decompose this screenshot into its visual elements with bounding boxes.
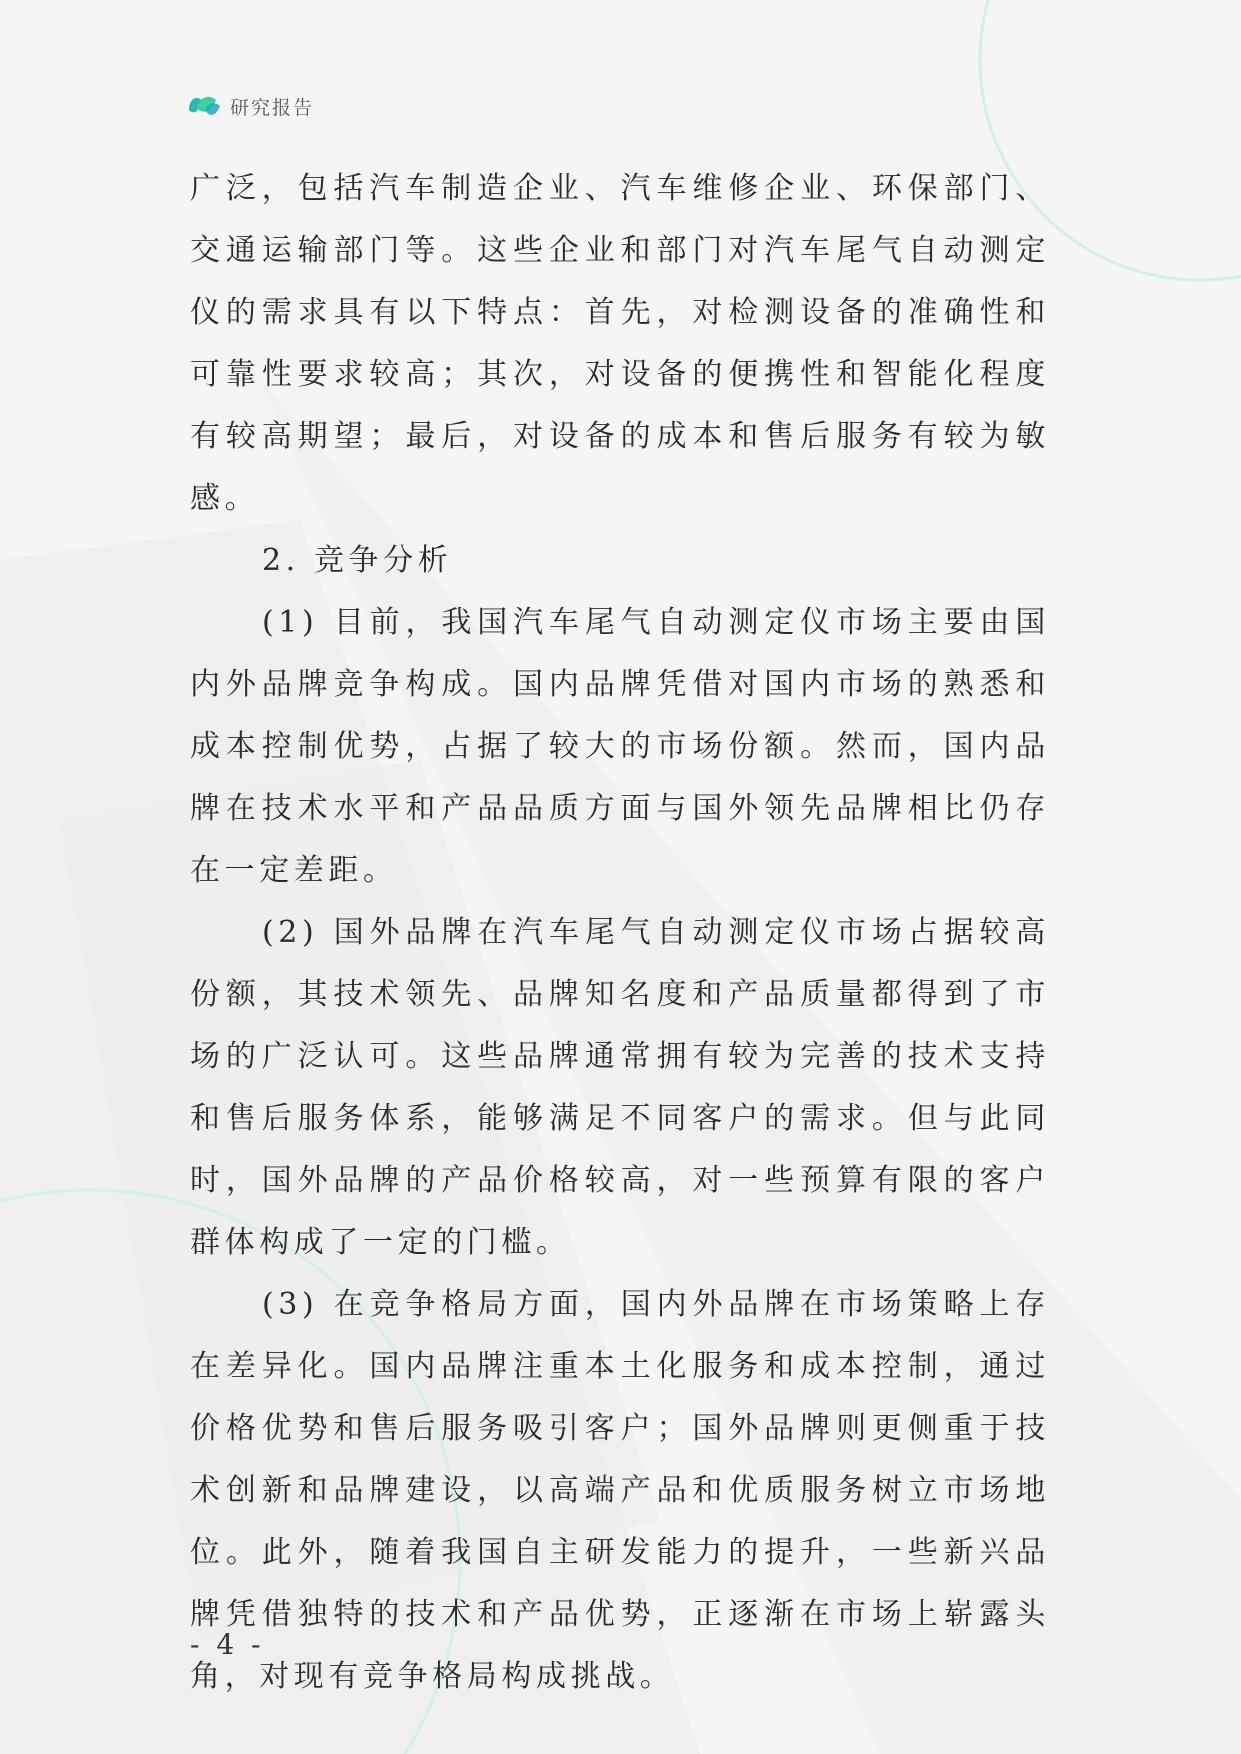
section-heading-competition: 2. 竞争分析 [262,543,453,578]
paragraph-market-demand: 广泛，包括汽车制造企业、汽车维修企业、环保部门、交通运输部门等。这些企业和部门对汽车尾气自动测定仪的需求具有以下特点：首先，对检测设备的准确性和可靠性要求较高；其次，对设备的便携性和智能化程度有较高期望；最后，对设备的成本和售后服务有较为敏感。 [190,171,1050,516]
paragraph-competition-2: (2) 国外品牌在汽车尾气自动测定仪市场占据较高份额，其技术领先、品牌知名度和产品质量都得到了市场的广泛认可。这些品牌通常拥有较为完善的技术支持和售后服务体系，能够满足不同客户的需求。但与此同时，国外品牌的产品价格较高，对一些预算有限的客户群体构成了一定的门槛。 [190,915,1050,1260]
document-body [190,158,1050,1708]
paragraph-competition-1: (1) 目前，我国汽车尾气自动测定仪市场主要由国内外品牌竞争构成。国内品牌凭借对国内市场的熟悉和成本控制优势，占据了较大的市场份额。然而，国内品牌在技术水平和产品品质方面与国外领先品牌相比仍存在一定差距。 [190,605,1050,888]
header-title: 研究报告 [230,96,315,119]
page-number: - 4 - [190,1628,265,1661]
page-header [186,86,314,126]
leaf-logo-icon [186,88,222,124]
paragraph-competition-3: (3) 在竞争格局方面，国内外品牌在市场策略上存在差异化。国内品牌注重本土化服务和成本控制，通过价格优势和售后服务吸引客户；国外品牌则更侧重于技术创新和品牌建设，以高端产品和优质服务树立市场地位。此外，随着我国自主研发能力的提升，一些新兴品牌凭借独特的技术和产品优势，正逐渐在市场上崭露头角，对现有竞争格局构成挑战。 [190,1287,1050,1694]
